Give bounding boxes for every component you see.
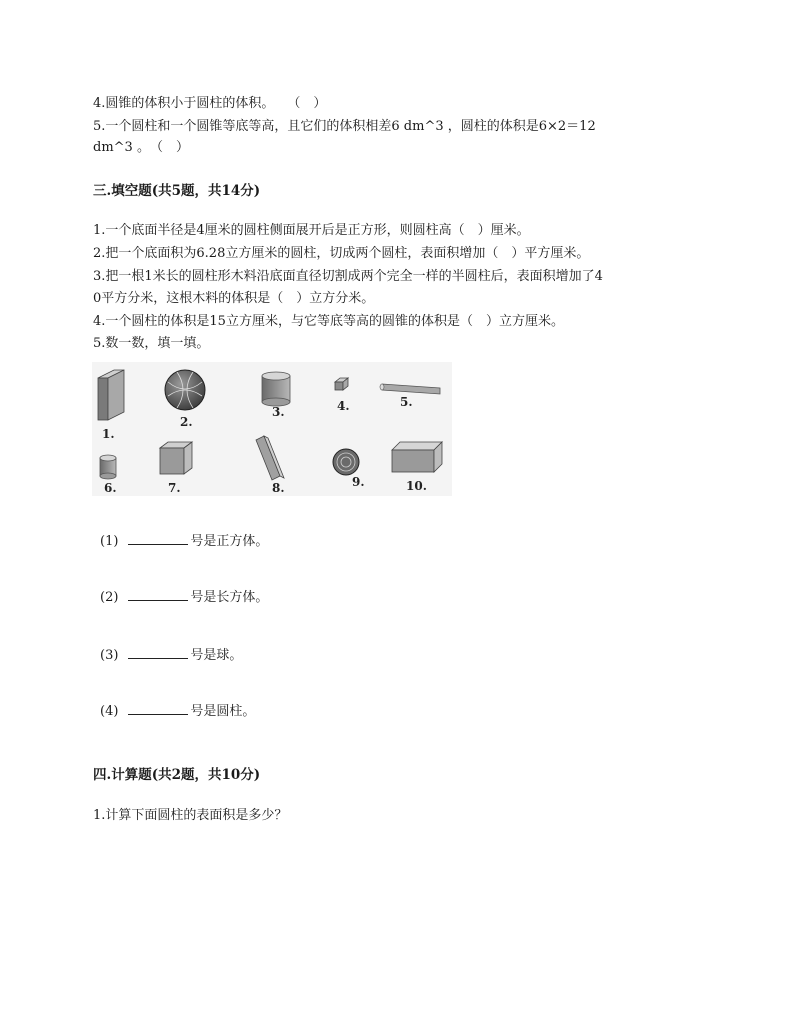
shape-10-long-cuboid bbox=[392, 442, 442, 472]
answer-blank[interactable] bbox=[128, 532, 188, 545]
fill-q3-line1: 3.把一根1米长的圆柱形木料沿底面直径切割成两个完全一样的半圆柱后，表面积增加了4 bbox=[93, 269, 603, 284]
fill-item-number: (1) bbox=[100, 534, 119, 549]
shape-7-cube bbox=[160, 442, 192, 474]
shape-2-ball bbox=[165, 370, 205, 410]
shape-label-6: 6. bbox=[104, 481, 117, 495]
shape-3-cylinder bbox=[262, 372, 290, 406]
shape-label-1: 1. bbox=[102, 427, 115, 441]
solid-shapes-figure bbox=[92, 362, 452, 496]
fill-item-text: 号是正方体。 bbox=[190, 534, 269, 549]
shape-label-3: 3. bbox=[272, 405, 285, 419]
shape-6-short-cylinder bbox=[100, 455, 116, 479]
shape-label-4: 4. bbox=[337, 399, 350, 413]
answer-blank[interactable] bbox=[128, 646, 188, 659]
fill-item-number: (2) bbox=[100, 590, 119, 605]
fill-item-4 bbox=[100, 702, 255, 721]
calc-q1: 1.计算下面圆柱的表面积是多少？ bbox=[93, 808, 288, 823]
shape-label-7: 7. bbox=[168, 481, 181, 495]
section3-title: 三.填空题(共5题，共14分) bbox=[93, 183, 261, 199]
fill-q5: 5.数一数，填一填。 bbox=[93, 336, 210, 351]
fill-q2: 2.把一个底面积为6.28立方厘米的圆柱，切成两个圆柱，表面积增加（ ）平方厘米。 bbox=[93, 246, 590, 261]
shape-label-5: 5. bbox=[400, 395, 413, 409]
fill-item-text: 号是圆柱。 bbox=[190, 704, 256, 719]
fill-item-1 bbox=[100, 532, 268, 551]
fill-item-3 bbox=[100, 646, 242, 665]
fill-item-text: 号是球。 bbox=[190, 648, 243, 663]
shape-label-8: 8. bbox=[272, 481, 285, 495]
judgement-q4: 4.圆锥的体积小于圆柱的体积。 （ ） bbox=[93, 96, 327, 111]
fill-item-number: (4) bbox=[100, 704, 119, 719]
fill-q4: 4.一个圆柱的体积是15立方厘米，与它等底等高的圆锥的体积是（ ）立方厘米。 bbox=[93, 314, 564, 329]
fill-q1: 1.一个底面半径是4厘米的圆柱侧面展开后是正方形，则圆柱高（ ）厘米。 bbox=[93, 223, 530, 238]
shape-label-9: 9. bbox=[352, 475, 365, 489]
shape-1-cuboid bbox=[98, 370, 124, 420]
answer-blank[interactable] bbox=[128, 702, 188, 715]
shape-9-coil-cylinder bbox=[333, 449, 359, 475]
judgement-q5-line2: dm^3 。 （ ） bbox=[93, 140, 189, 155]
judgement-q5-line1: 5.一个圆柱和一个圆锥等底等高，且它们的体积相差6 dm^3 ，圆柱的体积是6×2＝12 bbox=[93, 119, 596, 134]
shape-label-2: 2. bbox=[180, 415, 193, 429]
fill-q3-line2: 0平方分米，这根木料的体积是（ ）立方分米。 bbox=[93, 291, 375, 306]
fill-item-text: 号是长方体。 bbox=[190, 590, 269, 605]
shape-label-10: 10. bbox=[406, 479, 427, 493]
fill-item-number: (3) bbox=[100, 648, 119, 663]
fill-item-2 bbox=[100, 588, 268, 607]
section4-title: 四.计算题(共2题，共10分) bbox=[93, 767, 261, 783]
answer-blank[interactable] bbox=[128, 588, 188, 601]
